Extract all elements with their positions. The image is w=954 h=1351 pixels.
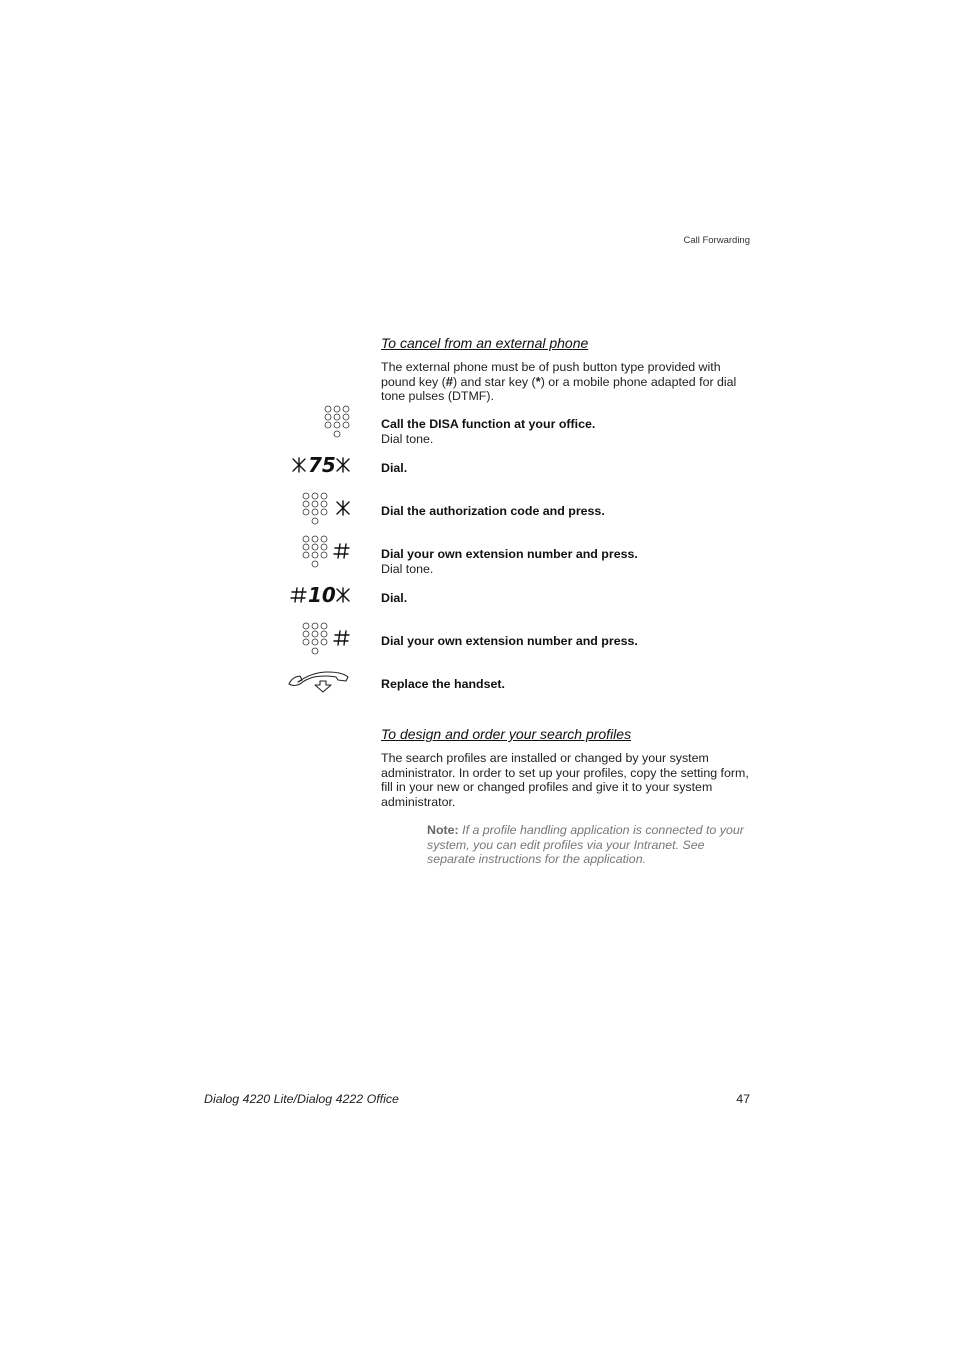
- keypad-pound-icon: [300, 620, 354, 658]
- step-authorization-code: [381, 504, 753, 519]
- step-own-extension-2: [381, 634, 753, 649]
- step-title: Dial the authorization code and press.: [381, 504, 605, 518]
- intro-paragraph: [381, 360, 753, 404]
- intro-text-2: ) and star key (: [452, 374, 536, 389]
- intro-text-3: ) or a mobile phone adapted for dial tone pulses (DTMF).: [381, 374, 737, 404]
- step-dial-10: [381, 591, 753, 606]
- step-title: Replace the handset.: [381, 677, 505, 691]
- note-label: Note:: [427, 823, 459, 837]
- keypad-star-icon: [300, 490, 354, 528]
- running-header-section: Call Forwarding: [683, 235, 750, 246]
- step-title: Dial.: [381, 591, 408, 605]
- sequence-digits: 75: [308, 453, 336, 477]
- keypad-icon: [322, 403, 354, 441]
- page-number: 47: [736, 1092, 750, 1106]
- section-heading-cancel-external: To cancel from an external phone: [381, 335, 589, 351]
- sequence-digits: 10: [308, 583, 336, 607]
- step-dial-75: [381, 461, 753, 476]
- note-block: [427, 823, 753, 867]
- step-own-extension-1: [381, 547, 753, 576]
- step-call-disa: [381, 417, 753, 446]
- step-title: Call the DISA function at your office.: [381, 417, 596, 431]
- pound-key-symbol: #: [445, 373, 453, 389]
- handset-replace-icon: [286, 668, 354, 696]
- step-title: Dial.: [381, 461, 408, 475]
- star-75-star-sequence: [288, 452, 354, 478]
- note-text: If a profile handling application is connected to your system, you can edit profiles via your Intranet. See separate instructions for the application.: [427, 823, 744, 867]
- footer-product-title: Dialog 4220 Lite/Dialog 4222 Office: [204, 1092, 399, 1106]
- section-heading-search-profiles: To design and order your search profiles: [381, 726, 632, 742]
- intro-text-1: The external phone must be of push button type provided with pound key (: [381, 360, 721, 389]
- search-profiles-paragraph: The search profiles are installed or changed by your system administrator. In order to set up your profiles, copy the setting form, fill in your new or changed profiles and give it to your system administrator.: [381, 751, 749, 809]
- step-subtext: Dial tone.: [381, 561, 434, 576]
- step-title: Dial your own extension number and press.: [381, 547, 638, 561]
- star-key-symbol: *: [535, 373, 541, 389]
- step-subtext: Dial tone.: [381, 431, 434, 446]
- pound-10-star-sequence: [288, 582, 354, 608]
- keypad-pound-icon: [300, 533, 354, 571]
- step-title: Dial your own extension number and press.: [381, 634, 638, 648]
- step-replace-handset: [381, 677, 753, 692]
